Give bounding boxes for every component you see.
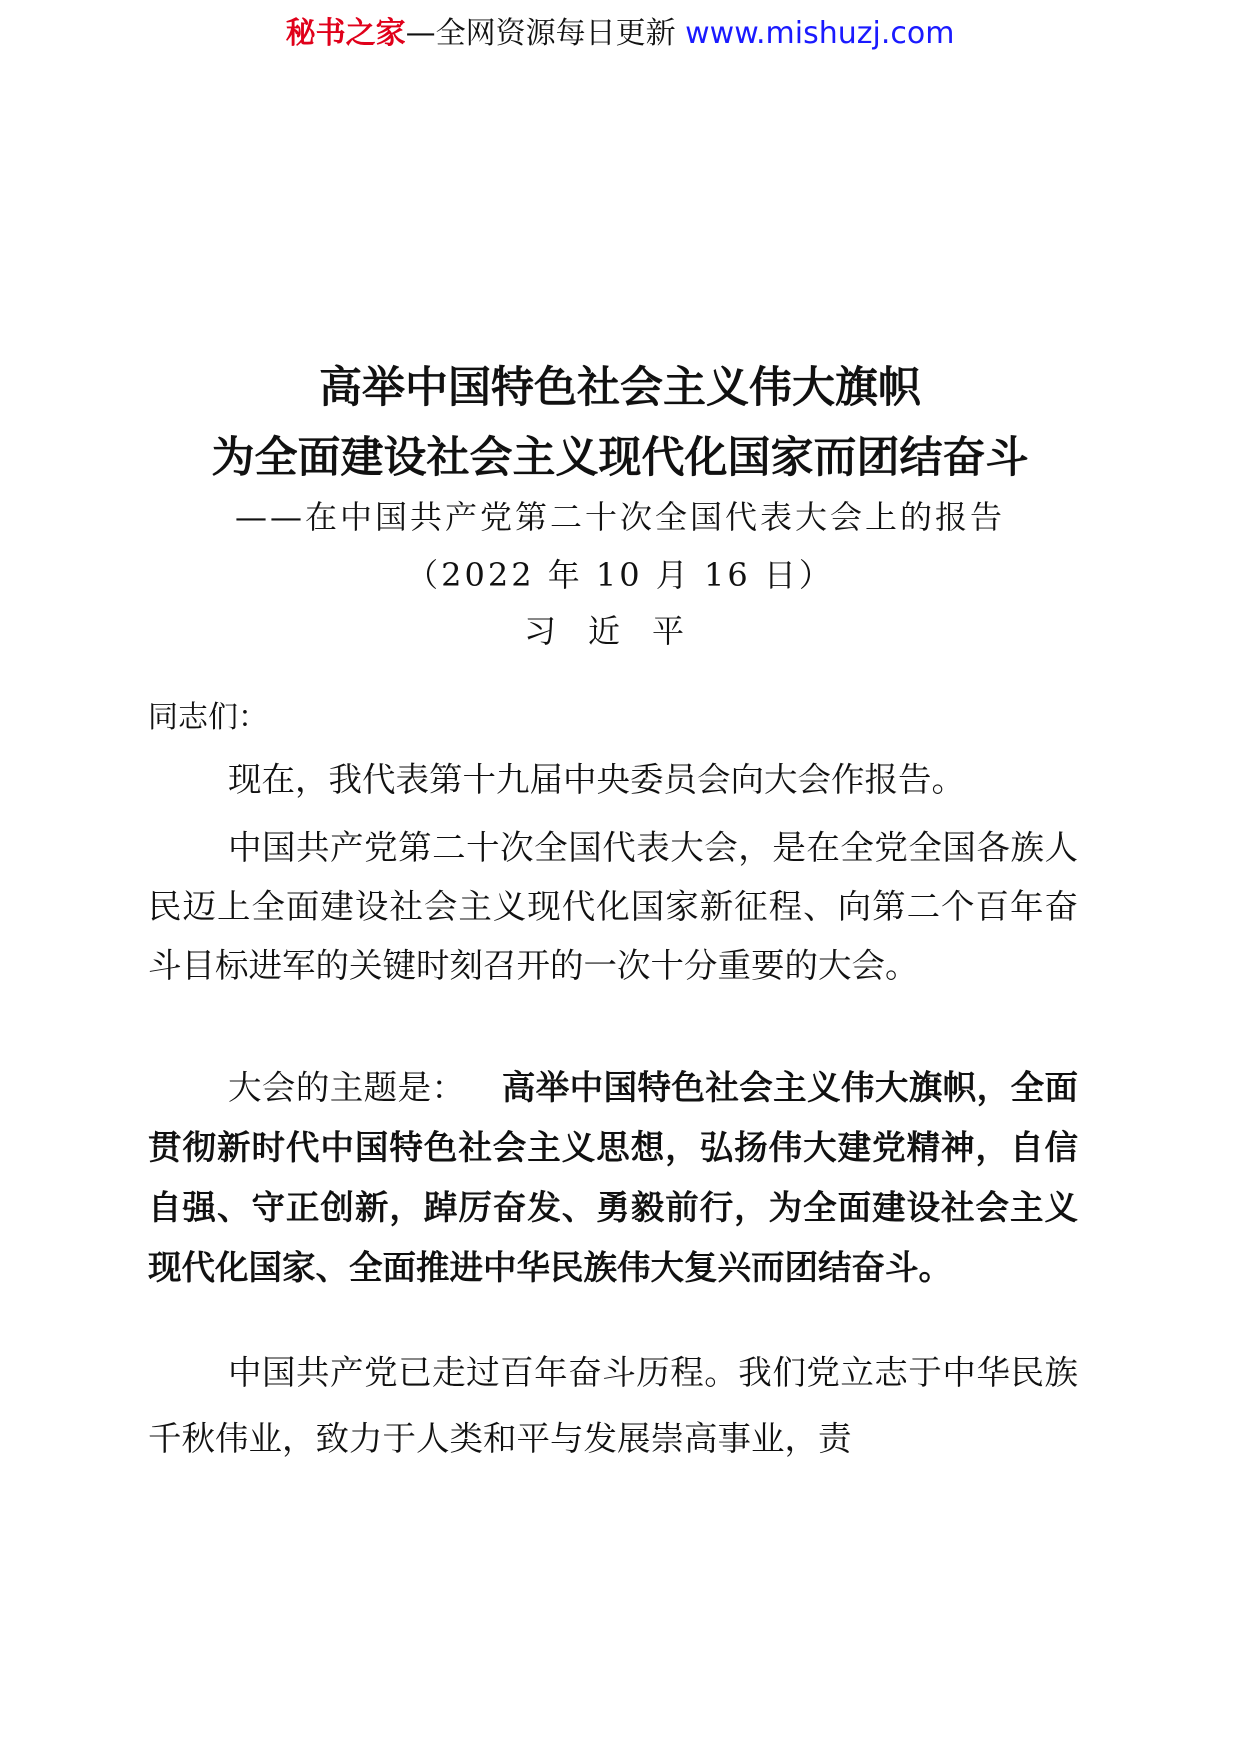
site-header	[0, 14, 1240, 54]
salutation: 同志们：	[148, 700, 268, 735]
document-date: （2022 年 10 月 16 日）	[406, 556, 834, 594]
paragraph-theme	[148, 1058, 1078, 1298]
paragraph-1: 现在，我代表第十九届中央委员会向大会作报告。	[228, 760, 965, 799]
site-url-link[interactable]: www.mishuzj.com	[685, 16, 955, 51]
document-author: 习近平	[523, 612, 716, 650]
theme-text: 高举中国特色社会主义伟大旗帜，全面贯彻新时代中国特色社会主义思想，弘扬伟大建党精神，自信自强、守正创新，踔厉奋发、勇毅前行，为全面建设社会主义现代化国家、全面推进中华民族伟大复兴而团结奋斗。	[148, 1068, 1079, 1287]
paragraph-2: 中国共产党第二十次全国代表大会，是在全党全国各族人民迈上全面建设社会主义现代化国家新征程、向第二个百年奋斗目标进军的关键时刻召开的一次十分重要的大会。	[148, 828, 1078, 985]
document-title-line-1: 高举中国特色社会主义伟大旗帜	[319, 363, 921, 413]
document-subtitle: ——在中国共产党第二十次全国代表大会上的报告	[234, 498, 1005, 536]
theme-label: 大会的主题是：	[228, 1068, 466, 1107]
paragraph-4: 中国共产党已走过百年奋斗历程。我们党立志于中华民族千秋伟业，致力于人类和平与发展崇高事业，责	[148, 1353, 1078, 1458]
site-slogan: —全网资源每日更新	[405, 16, 676, 51]
site-brand: 秘书之家	[285, 16, 406, 51]
document-title-line-2: 为全面建设社会主义现代化国家而团结奋斗	[211, 433, 1029, 483]
